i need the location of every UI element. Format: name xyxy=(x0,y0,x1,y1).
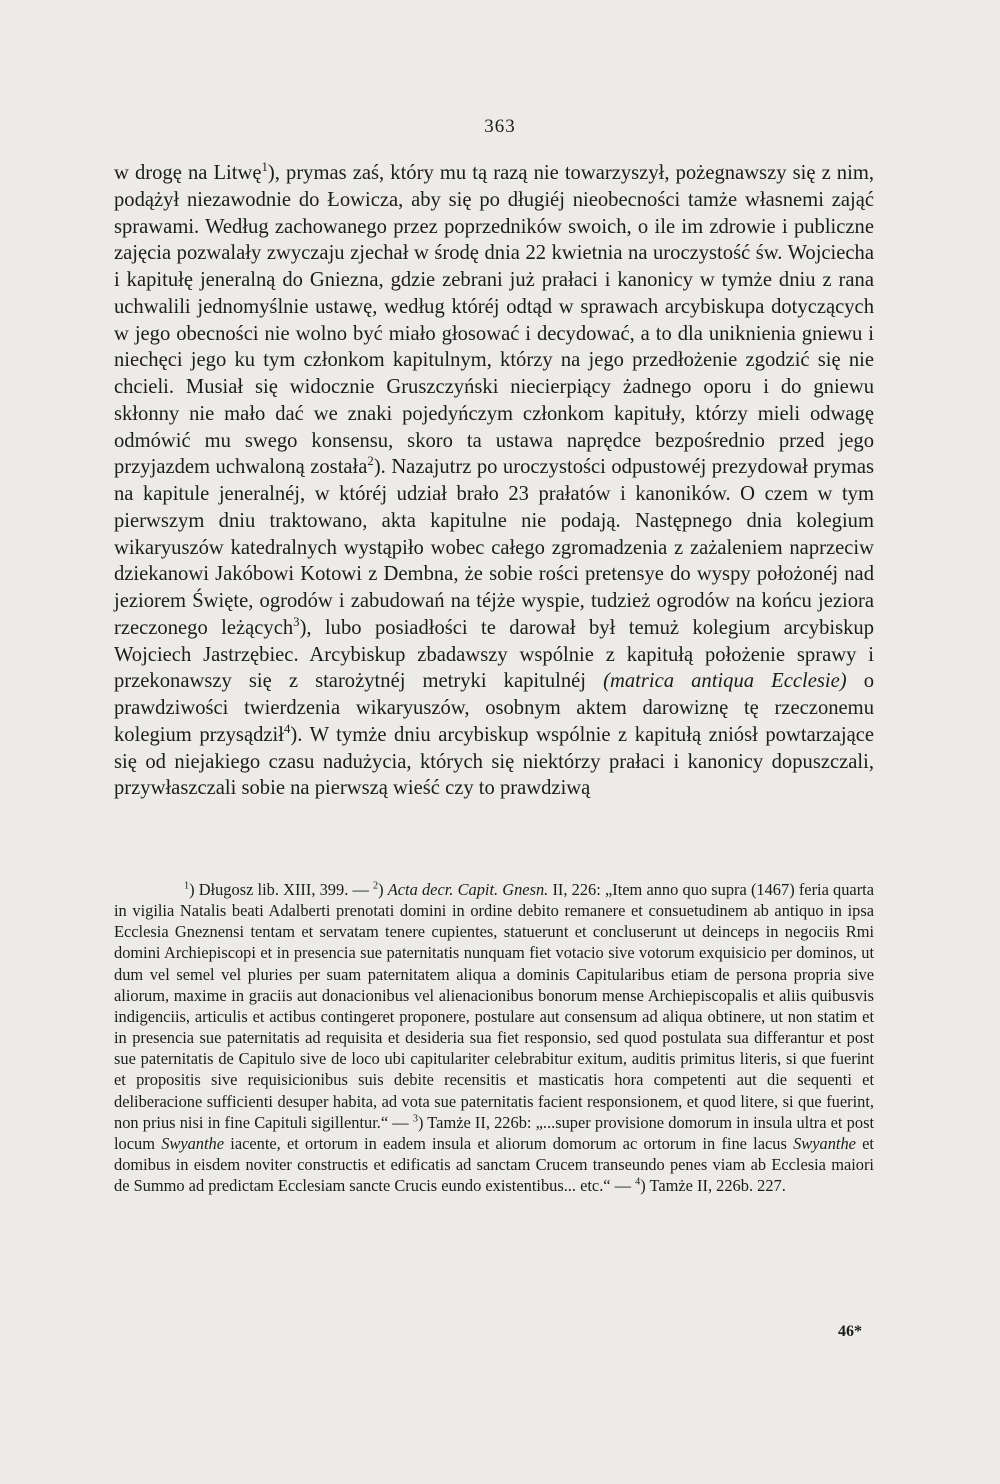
main-text-segment: ), prymas zaś, który mu tą razą nie towarzyszył, pożegnawszy się z nim, podążył niezawodnie do Łowicza, aby się po długiéj nieobecności tamże własnemi zająć sprawami. Według zachowanego przez poprzedników swoich, o ile im zdrowie i publiczne zajęcia pozwalały zwyczaju zjechał w środę dnia 22 kwietnia na uroczystość św. Wojciecha i kapitułę jeneralną do Gniezna, gdzie zebrani już prałaci i kanonicy w tymże dniu z rana uchwalili jednomyślnie ustawę, według któréj odtąd w sprawach arcybiskupa dotyczących w jego obecności nie wolno być miało głosować i decydować, a to dla uniknienia gniewu i niechęci jego ku tym członkom kapitulnym, którzy na jego przedłożenie zgodzić się nie chcieli. Musiał się widocznie Gruszczyński niecierpiący żadnego oporu i do gniewu skłonny nie mało dać we znaki pojedyńczym członkom kapituły, którzy mieli odwagę odmówić mu swego konsensu, skoro ta ustawa naprędce bezpośrednio przed jego przyjazdem uchwaloną została xyxy=(114,162,874,479)
main-text-segment: ), lubo posiadłości te darował był temuż kolegium arcybiskup Wojciech Jastrzębiec. Arcybiskup zbadawszy wspólnie z kapitułą położenie sprawy i przekonawszy się z starożytnéj metryki kapitulnéj xyxy=(114,616,874,693)
footnote-3-text: ) Tamże II, 226b: „...super provisione domorum in insula ultra et post locum xyxy=(114,1112,874,1153)
footnote-marker-1: 1 xyxy=(184,880,190,892)
footnote-3-place: Swyanthe xyxy=(161,1133,225,1153)
main-text-segment: w drogę na Litwę xyxy=(114,162,262,184)
footnote-1-text: ) Długosz lib. XIII, 399. — xyxy=(189,880,374,899)
footnote-2-source: Acta decr. Capit. Gnesn. xyxy=(387,880,549,899)
footnote-marker-3: 3 xyxy=(412,1113,418,1125)
main-text-segment: o prawdziwości twierdzenia wikaryuszów, osobnym aktem darowiznę tę rzeczonemu kolegium przysądził xyxy=(114,670,874,746)
footnotes xyxy=(114,879,874,1196)
footnote-4-text: ) Tamże II, 226b. 227. xyxy=(640,1176,786,1196)
footnote-marker-2: 2 xyxy=(373,880,379,892)
footnote-3-text: iacente, et ortorum in eadem insula et aliorum domorum ac ortorum in fine lacus xyxy=(224,1133,794,1153)
footnote-ref-1: 1 xyxy=(261,160,268,175)
main-text-segment: ). Nazajutrz po uroczystości odpustowéj prezydował prymas na kapitule jeneralnéj, w któréj udział brało 23 prałatów i kanoników. O czem w tym pierwszym dniu traktowano, akta kapitulne nie podają. Następnego dnia kolegium wikaryuszów katedralnych wystąpiło wobec całego zgromadzenia z zażaleniem naprzeciw dziekanowi Jakóbowi Kotowi z Dembna, że sobie rości pretensye do wyspy położonéj nad jeziorem Święte, ogrodów i zabudowań na téjże wyspie, tudzież ogrodów na końcu jeziora rzeczonego leżących xyxy=(114,456,874,639)
footnote-ref-3: 3 xyxy=(293,614,300,629)
printer-signature-mark: 46* xyxy=(838,1323,862,1340)
footnote-marker-4: 4 xyxy=(635,1176,641,1188)
footnote-2-text: II, 226: „Item anno quo supra (1467) feria quarta in vigilia Natalis beati Adalberti prenotati domini in ordine debito remanere et consuetudinem ab antiquo in ipsa Ecclesia Gneznensi tentam et servatam tenere cupientes, statuerunt et concluserunt ut deinceps in negociis Rmi domini Archiepiscopi et in presencia sue paternitatis nunquam fiet votacio sive votorum exquisicio per dominos, ut dum vel semel vel pluries per suam paternitatem aliqua a dominis Capitularibus etiam de persona propria sive aliorum, maxime in graciis aut donacionibus vel alienacionibus bonorum mense Archiepiscopalis et aliis quibusvis indigenciis, articulis et actibus contingeret proponere, postulare aut consensum ad aliqua obtinere, ut non statim et in presencia sue paternitatis ad requisita et desideria sua fiet responsio, sed quod postulata sua differantur et post sue paternitatis de Capitulo sive de loco ubi capitulariter celebrabitur exitum, auditis primitus literis, si que fuerint et propositis sive requisicionibus suis debite recensitis et masticatis hora competenti aut die sequenti et deliberacione sufficienti desuper habita, ad vota sue paternitatis facient responsionem, et quod litere, si que fuerint, non prius nisi in fine Capituli sigillentur.“ — xyxy=(114,880,874,1132)
footnote-ref-4: 4 xyxy=(283,721,291,736)
page-number: 363 xyxy=(484,116,516,137)
footnote-2-text: ) xyxy=(378,880,388,899)
footnote-ref-2: 2 xyxy=(367,454,374,469)
footnote-3-text: et domibus in eisdem noviter constructis et edificatis ad sanctam Crucem transeundo penes viam ab Ecclesia maiori de Summo ad predictam Ecclesiam sancte Crucis eundo existentibus... etc.“ — xyxy=(114,1133,874,1196)
main-text-segment: ). W tymże dniu arcybiskup wspólnie z kapitułą zniósł powtarzające się od niejakiego czasu nadużycia, których się niektórzy prałaci i kanonicy dopuszczali, przywłaszczali sobie na pierwszą wieść czy to prawdziwą xyxy=(114,723,874,800)
main-text-body xyxy=(114,160,874,802)
footnote-3-place: Swyanthe xyxy=(793,1133,856,1153)
latin-phrase: (matrica antiqua Ecclesie) xyxy=(603,670,847,693)
